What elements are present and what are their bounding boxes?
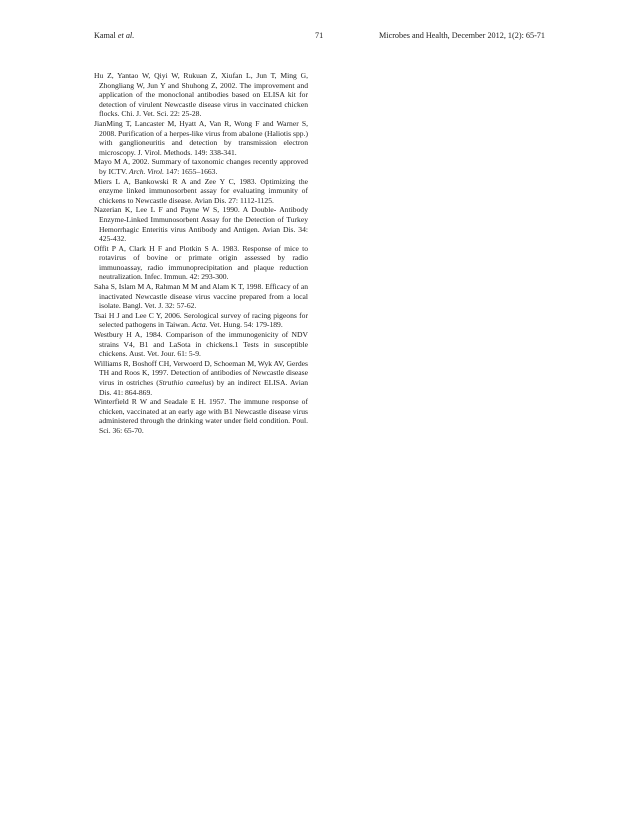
reference-journal-italic: Arch. Virol. <box>129 166 164 176</box>
author-name: Kamal <box>94 31 116 40</box>
page-number: 71 <box>315 31 324 40</box>
reference-item <box>94 311 308 330</box>
reference-item <box>94 119 308 157</box>
author-etal: et al. <box>117 31 135 40</box>
reference-item <box>94 244 308 282</box>
reference-text: Miers L A, Bankowski R A and Zee Y C, 1983. Optimizing the enzyme linked immunosorbent assay for evaluating immunity of chickens to Newcastle disease. Avian Dis. 27: 1112-1125. <box>94 176 308 205</box>
reference-item <box>94 359 308 397</box>
reference-text: Saha S, Islam M A, Rahman M M and Alam K T, 1998. Efficacy of an inactivated Newcastle disease virus vaccine prepared from a local isolate. Bangl. Vet. J. 32: 57-62. <box>94 282 308 311</box>
reference-item <box>94 397 308 435</box>
reference-text: Hu Z, Yantao W, Qiyi W, Rukuan Z, Xiufan L, Jun T, Ming G, Zhongliang W, Jun Y and Shuhong Z, 2002. The improvement and application of the monoclonal antibodies based on ELISA kit for detection of virulent Newcastle disease virus in vaccinated chicken flocks. Chi. J. Vet. Sci. 22: 25-28. <box>94 71 308 119</box>
reference-text: Vet. Hung. 54: 179-189. <box>207 320 283 330</box>
reference-text: Mayo M A, 2002. Summary of taxonomic changes recently approved by ICTV. <box>94 157 308 176</box>
reference-item <box>94 205 308 243</box>
running-author <box>94 30 134 42</box>
reference-journal-italic: Acta. <box>191 320 208 330</box>
reference-text: Westbury H A, 1984. Comparison of the immunogenicity of NDV strains V4, B1 and LaSota in chickens.1 Tests in susceptible chickens. Aust. Vet. Jour. 61: 5-9. <box>94 330 308 359</box>
reference-text: Williams R, Boshoff CH, Verwoerd D, Schoeman M, Wyk AV, Gerdes TH and Roos K, 1997. Detection of antibodies of Newcastle disease virus in ostriches ( <box>94 358 308 387</box>
reference-text: Offit P A, Clark H F and Plotkin S A. 1983. Response of mice to rotavirus of bovine or primate origin assessed by radio immunoassay, radio immunoprecipitation and plaque reduction neutralization. Infec. Immun. 42: 293-300. <box>94 243 308 282</box>
reference-text: Nazerian K, Lee L F and Payne W S, 1990. A Double- Antibody Enzyme-Linked Immunosorbent Assay for the Detection of Turkey Hemorrhagic Enteritis virus Antibody and Antigen. Avian Dis. 34: 425-432. <box>94 205 308 244</box>
reference-item <box>94 71 308 119</box>
reference-text: Tsai H J and Lee C Y, 2006. Serological survey of racing pigeons for selected pathogens in Taiwan. <box>94 310 308 330</box>
reference-item <box>94 330 308 359</box>
reference-list <box>94 71 308 436</box>
reference-species-italic: Struthio camelus <box>158 378 212 387</box>
reference-text: Winterfield R W and Seadale E H. 1957. The immune response of chicken, vaccinated at an early age with B1 Newcastle disease virus administered through the drinking water under field condition. Poul. Sci. 36: 65-70. <box>94 397 308 435</box>
page-header <box>94 30 545 42</box>
reference-text: ) by an indirect ELISA. Avian Dis. 41: 864-869. <box>99 378 308 397</box>
reference-text: 147: 1655–1663. <box>163 166 218 176</box>
journal-citation: Microbes and Health, December 2012, 1(2): 65-71 <box>379 31 545 40</box>
reference-item <box>94 157 308 176</box>
reference-text: JianMing T, Lancaster M, Hyatt A, Van R, Wong F and Warner S, 2008. Purification of a herpes-like virus from abalone (Haliotis spp.) with ganglioneuritis and detection by transmission electron microscopy. J. Virol. Methods. 149: 338-341. <box>94 118 308 157</box>
reference-item <box>94 177 308 206</box>
reference-item <box>94 282 308 311</box>
